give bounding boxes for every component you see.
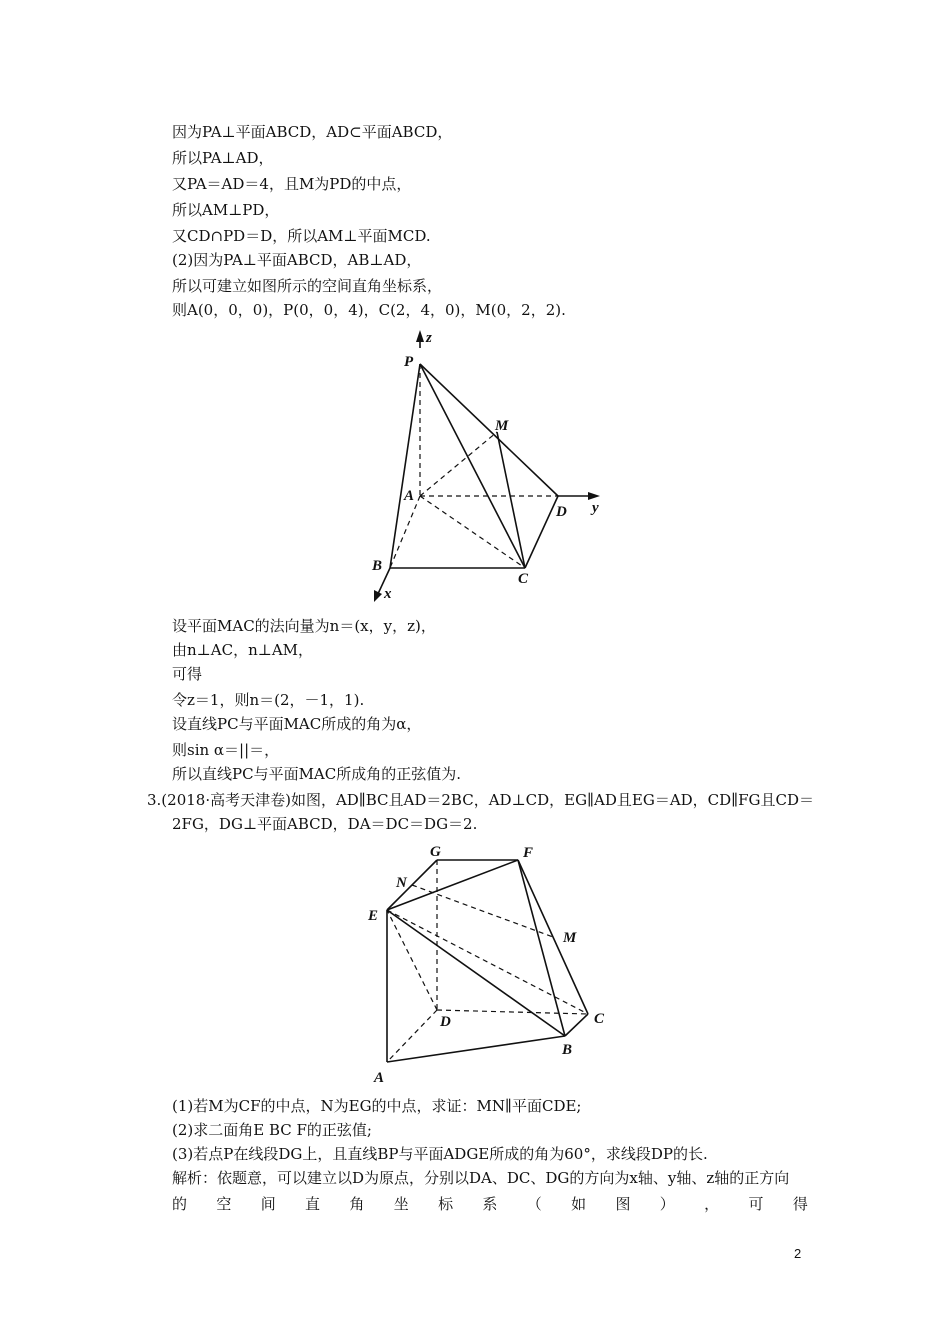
label-c: C: [594, 1011, 605, 1027]
question-1: (1)若M为CF的中点，N为EG的中点，求证：MN∥平面CDE;: [172, 1097, 582, 1115]
label-d: D: [556, 504, 567, 520]
word: 坐: [393, 1195, 409, 1213]
label-x: x: [384, 586, 392, 602]
label-g: G: [430, 844, 441, 860]
label-d: D: [440, 1014, 451, 1030]
text-line: 因为PA⊥平面ABCD，AD⊂平面ABCD，: [172, 123, 453, 141]
word: 如: [571, 1195, 587, 1213]
text-line: 所以PA⊥AD，: [172, 149, 274, 167]
polyhedron-figure: [360, 838, 620, 1088]
label-b: B: [372, 558, 383, 574]
word: 得: [792, 1195, 808, 1213]
word: 空: [216, 1195, 232, 1213]
word: 可: [748, 1195, 764, 1213]
label-z: z: [426, 330, 432, 346]
label-p: P: [404, 354, 414, 370]
problem-statement: 2FG，DG⊥平面ABCD，DA＝DC＝DG＝2.: [172, 815, 478, 833]
text-line: 可得: [172, 665, 203, 683]
label-a: A: [404, 488, 415, 504]
word: （: [526, 1195, 542, 1213]
pyramid-figure: [360, 326, 620, 604]
word: 图: [615, 1195, 631, 1213]
label-y: y: [592, 500, 599, 516]
text-line: 则sin α＝||＝，: [172, 741, 280, 759]
word: ）: [659, 1195, 675, 1213]
label-e: E: [368, 908, 379, 924]
word: ，: [704, 1195, 720, 1213]
text-line: 则A(0，0，0)，P(0，0，4)，C(2，4，0)，M(0，2，2).: [172, 301, 566, 319]
question-3: (3)若点P在线段DG上，且直线BP与平面ADGE所成的角为60°，求线段DP的长.: [172, 1145, 708, 1163]
label-m: M: [563, 930, 577, 946]
problem-statement: 3.(2018·高考天津卷)如图，AD∥BC且AD＝2BC，AD⊥CD，EG∥AD且EG＝AD，CD∥FG且CD＝: [147, 791, 815, 809]
word: 系: [482, 1195, 498, 1213]
text-line: 设直线PC与平面MAC所成的角为α，: [172, 715, 422, 733]
word: 标: [438, 1195, 454, 1213]
label-b: B: [562, 1042, 573, 1058]
label-m: M: [495, 418, 509, 434]
text-line: 又PA＝AD＝4，且M为PD的中点，: [172, 175, 412, 193]
label-n: N: [396, 875, 407, 891]
text-line: (2)因为PA⊥平面ABCD，AB⊥AD，: [172, 251, 422, 269]
text-line: 所以可建立如图所示的空间直角坐标系，: [172, 277, 443, 295]
word: 直: [305, 1195, 321, 1213]
text-line: 所以AM⊥PD，: [172, 201, 280, 219]
solution-line-justified: [172, 1194, 808, 1214]
page-number: 2: [794, 1246, 802, 1261]
text-line: 设平面MAC的法向量为n＝(x，y，z)，: [172, 617, 436, 635]
label-c: C: [518, 571, 529, 587]
label-a: A: [374, 1070, 385, 1086]
question-2: (2)求二面角E BC F的正弦值;: [172, 1121, 372, 1139]
word: 角: [349, 1195, 365, 1213]
text-line: 又CD∩PD＝D，所以AM⊥平面MCD.: [172, 227, 431, 245]
text-line: 所以直线PC与平面MAC所成角的正弦值为.: [172, 765, 462, 783]
solution-line: 解析：依题意，可以建立以D为原点，分别以DA、DC、DG的方向为x轴、y轴、z轴的正方向: [172, 1169, 790, 1187]
word: 间: [260, 1195, 276, 1213]
text-line: 令z＝1，则n＝(2，－1，1).: [172, 691, 365, 709]
text-line: 由n⊥AC，n⊥AM，: [172, 641, 314, 659]
label-f: F: [523, 845, 534, 861]
word: 的: [172, 1195, 188, 1213]
